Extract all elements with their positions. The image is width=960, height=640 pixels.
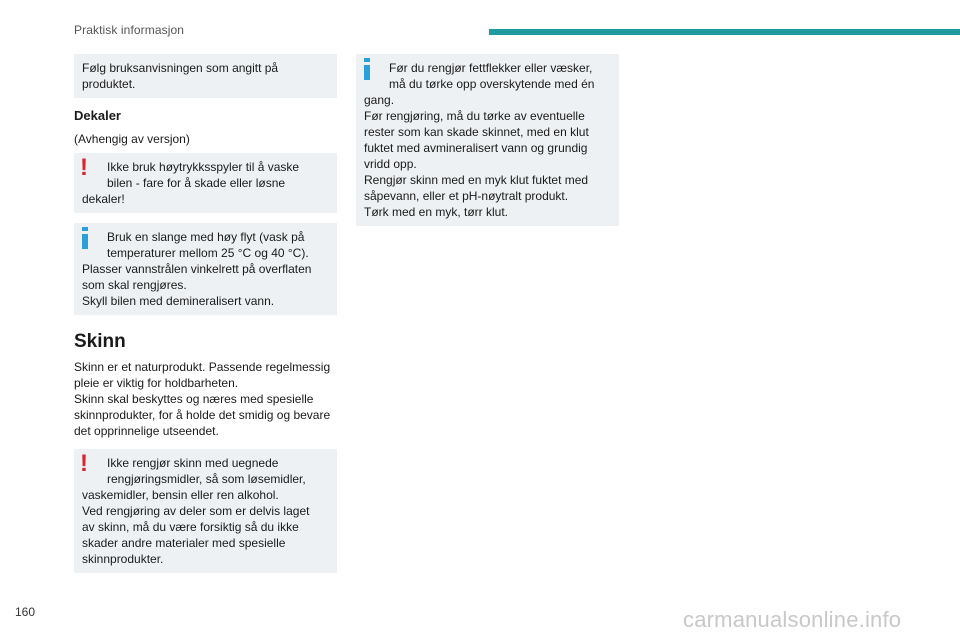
warning-line: rengjøringsmidler, så som løsemidler, xyxy=(107,472,306,486)
warning-line: Ikke bruk høytrykksspyler til å vaske xyxy=(107,160,300,174)
info-line: fuktet med avmineralisert vann og grundig xyxy=(364,141,588,155)
para-line: skinnprodukter, for å holde det smidig og bevare xyxy=(74,408,331,422)
right-column xyxy=(356,54,619,236)
info-line: som skal rengjøres. xyxy=(82,278,187,292)
info-line: Før rengjøring, må du tørke av eventuelle xyxy=(364,109,585,123)
info-line: Bruk en slange med høy flyt (vask på xyxy=(107,230,305,244)
para-line: Skinn er et naturprodukt. Passende regelmessig xyxy=(74,360,331,374)
info-box-washing xyxy=(74,223,337,315)
exclamation-icon: ! xyxy=(80,450,88,477)
info-line: rester som kan skade skinnet, med en klut xyxy=(364,125,589,139)
para-line: pleie er viktig for holdbarheten. xyxy=(74,376,239,390)
section-heading-dekaler: Dekaler xyxy=(74,108,121,123)
info-line: må du tørke opp overskytende med én xyxy=(389,77,595,91)
page-header-title: Praktisk informasjon xyxy=(74,23,185,37)
warning-line: vaskemidler, bensin eller ren alkohol. xyxy=(82,488,279,502)
info-icon xyxy=(80,227,92,249)
info-line: såpevann, eller et pH-nøytralt produkt. xyxy=(364,189,569,203)
note-line: produktet. xyxy=(82,77,136,91)
warning-box-skinn xyxy=(74,449,337,573)
warning-line: av skinn, må du være forsiktig så du ikke xyxy=(82,520,299,534)
info-line: Skyll bilen med demineralisert vann. xyxy=(82,294,275,308)
left-column xyxy=(74,54,337,583)
warning-line: dekaler! xyxy=(82,192,125,206)
section-subtitle: (Avhengig av versjon) xyxy=(74,132,190,146)
watermark: carmanualsonline.info xyxy=(683,607,902,632)
info-icon xyxy=(362,58,374,80)
info-line: vridd opp. xyxy=(364,157,417,171)
info-line: Før du rengjør fettflekker eller væsker, xyxy=(389,61,593,75)
note-box-instructions xyxy=(74,54,337,98)
warning-line: skinnprodukter. xyxy=(82,552,164,566)
section-heading-skinn: Skinn xyxy=(74,331,126,352)
skinn-paragraph xyxy=(74,359,337,439)
header-accent-bar xyxy=(489,29,960,35)
info-line: Tørk med en myk, tørr klut. xyxy=(364,205,509,219)
para-line: Skinn skal beskyttes og næres med spesielle xyxy=(74,392,314,406)
info-line: Rengjør skinn med en myk klut fuktet med xyxy=(364,173,589,187)
info-line: temperaturer mellom 25 °C og 40 °C). xyxy=(107,246,309,260)
warning-line: Ved rengjøring av deler som er delvis laget xyxy=(82,504,310,518)
note-line: Følg bruksanvisningen som angitt på xyxy=(82,61,279,75)
warning-line: skader andre materialer med spesielle xyxy=(82,536,286,550)
warning-line: Ikke rengjør skinn med uegnede xyxy=(107,456,279,470)
page-number: 160 xyxy=(15,605,36,619)
warning-line: bilen - fare for å skade eller løsne xyxy=(107,176,286,190)
exclamation-icon: ! xyxy=(80,154,88,181)
info-line: gang. xyxy=(364,93,395,107)
info-box-skinn-cleaning xyxy=(356,54,619,226)
info-line: Plasser vannstrålen vinkelrett på overflaten xyxy=(82,262,312,276)
warning-box-dekaler xyxy=(74,153,337,213)
para-line: det opprinnelige utseendet. xyxy=(74,424,219,438)
